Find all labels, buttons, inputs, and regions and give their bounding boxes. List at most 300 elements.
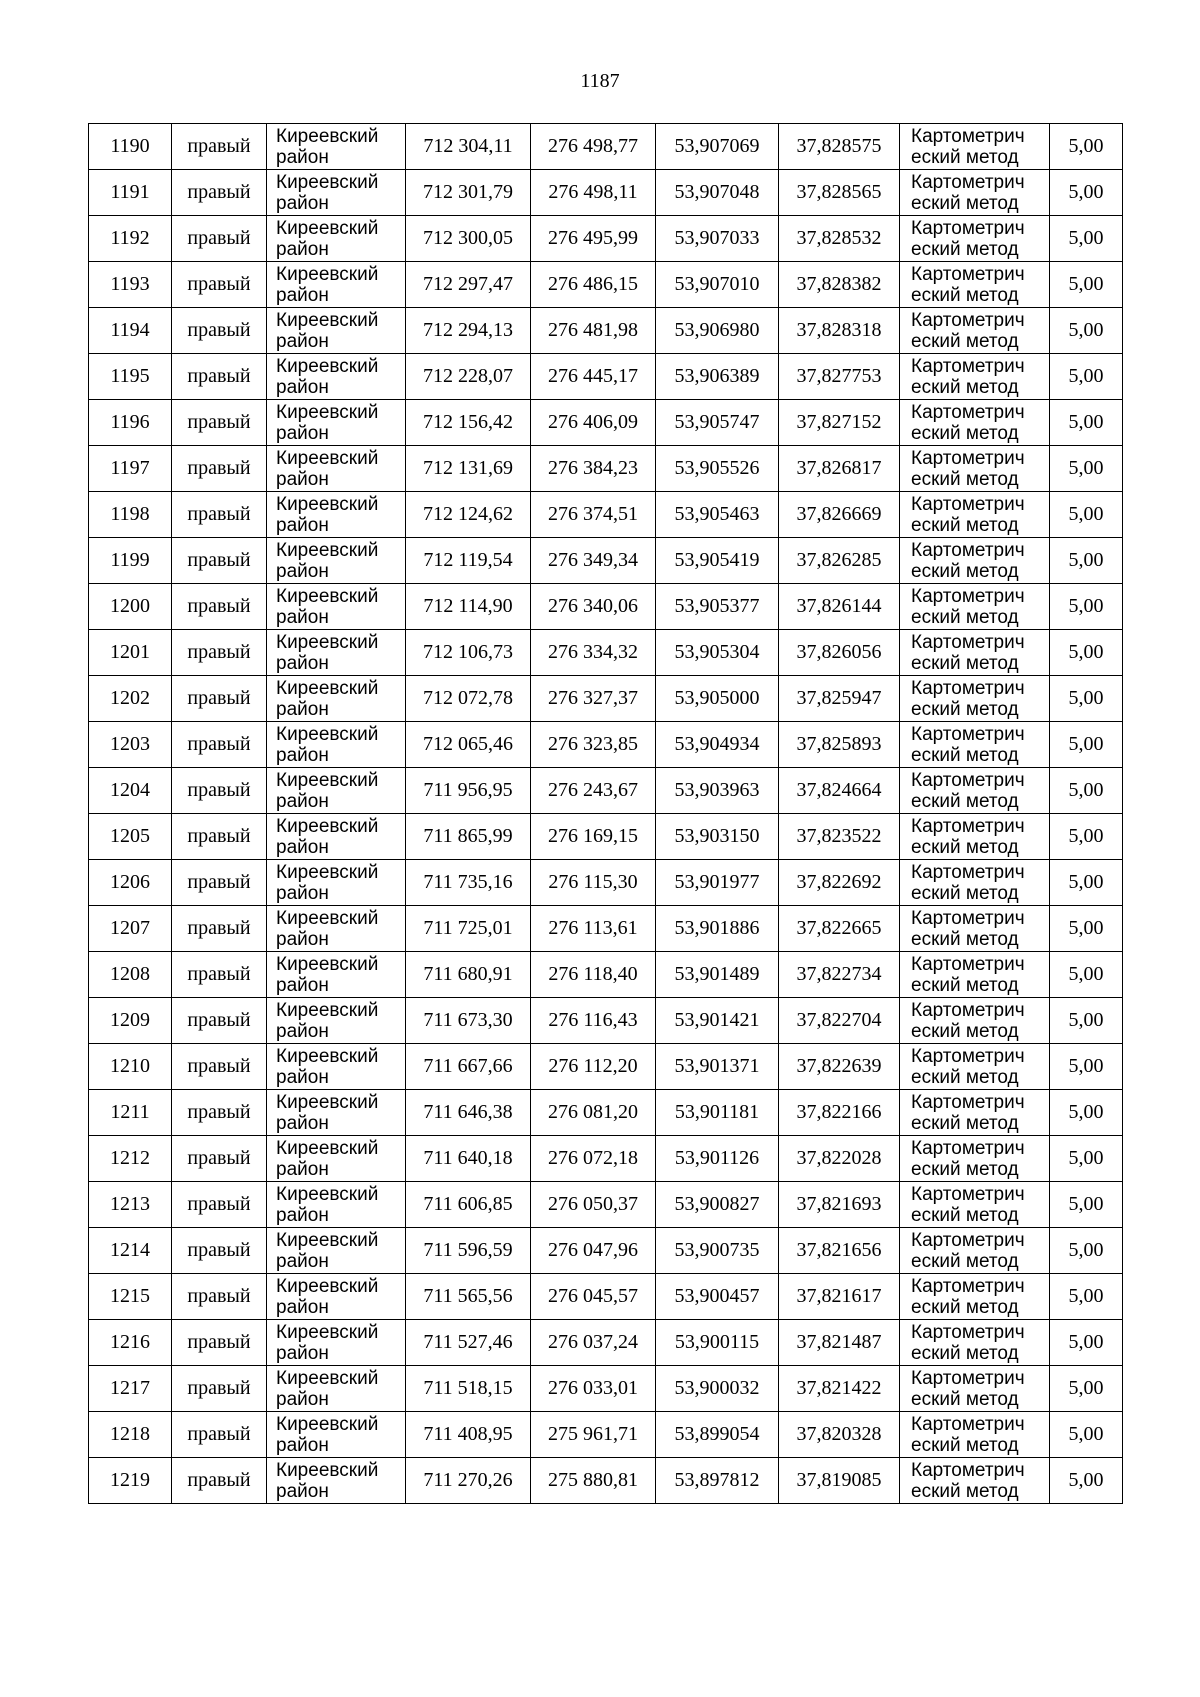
- accuracy-cell: 5,00: [1050, 1366, 1123, 1412]
- latitude-cell: 53,907048: [656, 170, 779, 216]
- method-line: Картометрич: [911, 1091, 1025, 1113]
- longitude-cell: 37,819085: [779, 1458, 900, 1504]
- accuracy-cell: 5,00: [1050, 400, 1123, 446]
- longitude-cell: 37,820328: [779, 1412, 900, 1458]
- district-line: район: [276, 606, 329, 628]
- point-number-cell: 1211: [89, 1090, 172, 1136]
- district-cell: [267, 1044, 406, 1090]
- district-cell: [267, 1366, 406, 1412]
- method-line: еский метод: [911, 1434, 1019, 1456]
- district-line: Киреевский: [276, 539, 379, 561]
- method-line: Картометрич: [911, 355, 1025, 377]
- table-row: [89, 308, 1123, 354]
- method-line: еский метод: [911, 468, 1019, 490]
- y-coordinate-cell: 276 323,85: [531, 722, 656, 768]
- longitude-cell: 37,822665: [779, 906, 900, 952]
- accuracy-cell: 5,00: [1050, 722, 1123, 768]
- y-coordinate-cell: 276 334,32: [531, 630, 656, 676]
- longitude-cell: 37,821693: [779, 1182, 900, 1228]
- bank-side-cell: правый: [172, 998, 267, 1044]
- bank-side-cell: правый: [172, 768, 267, 814]
- district-line: Киреевский: [276, 1321, 379, 1343]
- longitude-cell: 37,821656: [779, 1228, 900, 1274]
- district-line: Киреевский: [276, 1275, 379, 1297]
- latitude-cell: 53,899054: [656, 1412, 779, 1458]
- method-line: еский метод: [911, 928, 1019, 950]
- longitude-cell: 37,827152: [779, 400, 900, 446]
- point-number-cell: 1205: [89, 814, 172, 860]
- latitude-cell: 53,901489: [656, 952, 779, 998]
- y-coordinate-cell: 276 113,61: [531, 906, 656, 952]
- point-number-cell: 1217: [89, 1366, 172, 1412]
- method-line: Картометрич: [911, 493, 1025, 515]
- district-cell: [267, 1320, 406, 1366]
- accuracy-cell: 5,00: [1050, 768, 1123, 814]
- accuracy-cell: 5,00: [1050, 952, 1123, 998]
- district-line: район: [276, 422, 329, 444]
- y-coordinate-cell: 276 384,23: [531, 446, 656, 492]
- point-number-cell: 1210: [89, 1044, 172, 1090]
- x-coordinate-cell: 712 304,11: [406, 124, 531, 170]
- latitude-cell: 53,906389: [656, 354, 779, 400]
- method-cell: [900, 1320, 1050, 1366]
- point-number-cell: 1219: [89, 1458, 172, 1504]
- table-row: [89, 630, 1123, 676]
- latitude-cell: 53,907069: [656, 124, 779, 170]
- point-number-cell: 1201: [89, 630, 172, 676]
- accuracy-cell: 5,00: [1050, 998, 1123, 1044]
- district-line: район: [276, 1204, 329, 1226]
- district-line: район: [276, 560, 329, 582]
- table-row: [89, 446, 1123, 492]
- method-cell: [900, 952, 1050, 998]
- latitude-cell: 53,901126: [656, 1136, 779, 1182]
- longitude-cell: 37,825893: [779, 722, 900, 768]
- y-coordinate-cell: 276 445,17: [531, 354, 656, 400]
- method-line: Картометрич: [911, 447, 1025, 469]
- district-line: район: [276, 974, 329, 996]
- x-coordinate-cell: 712 300,05: [406, 216, 531, 262]
- table-row: [89, 170, 1123, 216]
- district-line: район: [276, 698, 329, 720]
- method-line: Картометрич: [911, 1413, 1025, 1435]
- method-line: Картометрич: [911, 1229, 1025, 1251]
- latitude-cell: 53,901181: [656, 1090, 779, 1136]
- method-line: Картометрич: [911, 263, 1025, 285]
- accuracy-cell: 5,00: [1050, 1044, 1123, 1090]
- district-line: Киреевский: [276, 1459, 379, 1481]
- x-coordinate-cell: 712 131,69: [406, 446, 531, 492]
- point-number-cell: 1192: [89, 216, 172, 262]
- table-row: [89, 1458, 1123, 1504]
- y-coordinate-cell: 276 495,99: [531, 216, 656, 262]
- x-coordinate-cell: 711 646,38: [406, 1090, 531, 1136]
- y-coordinate-cell: 276 349,34: [531, 538, 656, 584]
- point-number-cell: 1206: [89, 860, 172, 906]
- district-line: район: [276, 1388, 329, 1410]
- bank-side-cell: правый: [172, 676, 267, 722]
- district-cell: [267, 860, 406, 906]
- method-line: Картометрич: [911, 1183, 1025, 1205]
- point-number-cell: 1203: [89, 722, 172, 768]
- district-line: Киреевский: [276, 723, 379, 745]
- latitude-cell: 53,897812: [656, 1458, 779, 1504]
- y-coordinate-cell: 276 118,40: [531, 952, 656, 998]
- longitude-cell: 37,822704: [779, 998, 900, 1044]
- latitude-cell: 53,901371: [656, 1044, 779, 1090]
- point-number-cell: 1218: [89, 1412, 172, 1458]
- point-number-cell: 1214: [89, 1228, 172, 1274]
- district-cell: [267, 998, 406, 1044]
- point-number-cell: 1194: [89, 308, 172, 354]
- latitude-cell: 53,905419: [656, 538, 779, 584]
- district-line: район: [276, 284, 329, 306]
- bank-side-cell: правый: [172, 1044, 267, 1090]
- accuracy-cell: 5,00: [1050, 1182, 1123, 1228]
- x-coordinate-cell: 711 270,26: [406, 1458, 531, 1504]
- district-cell: [267, 768, 406, 814]
- method-cell: [900, 1228, 1050, 1274]
- x-coordinate-cell: 711 725,01: [406, 906, 531, 952]
- method-cell: [900, 768, 1050, 814]
- point-number-cell: 1208: [89, 952, 172, 998]
- district-line: Киреевский: [276, 953, 379, 975]
- method-cell: [900, 1412, 1050, 1458]
- district-line: район: [276, 238, 329, 260]
- method-cell: [900, 1044, 1050, 1090]
- table-row: [89, 400, 1123, 446]
- latitude-cell: 53,900735: [656, 1228, 779, 1274]
- accuracy-cell: 5,00: [1050, 262, 1123, 308]
- longitude-cell: 37,824664: [779, 768, 900, 814]
- table-row: [89, 1274, 1123, 1320]
- method-line: Картометрич: [911, 1321, 1025, 1343]
- district-line: Киреевский: [276, 1137, 379, 1159]
- method-cell: [900, 400, 1050, 446]
- table-row: [89, 676, 1123, 722]
- latitude-cell: 53,903150: [656, 814, 779, 860]
- district-cell: [267, 952, 406, 998]
- method-line: Картометрич: [911, 907, 1025, 929]
- bank-side-cell: правый: [172, 1182, 267, 1228]
- method-line: еский метод: [911, 376, 1019, 398]
- district-line: район: [276, 146, 329, 168]
- accuracy-cell: 5,00: [1050, 814, 1123, 860]
- longitude-cell: 37,822734: [779, 952, 900, 998]
- district-cell: [267, 492, 406, 538]
- method-line: еский метод: [911, 744, 1019, 766]
- bank-side-cell: правый: [172, 124, 267, 170]
- district-cell: [267, 354, 406, 400]
- table-row: [89, 814, 1123, 860]
- bank-side-cell: правый: [172, 952, 267, 998]
- district-cell: [267, 170, 406, 216]
- method-line: еский метод: [911, 238, 1019, 260]
- method-line: Картометрич: [911, 125, 1025, 147]
- method-line: еский метод: [911, 146, 1019, 168]
- method-cell: [900, 676, 1050, 722]
- district-cell: [267, 584, 406, 630]
- district-line: Киреевский: [276, 585, 379, 607]
- method-line: Картометрич: [911, 585, 1025, 607]
- latitude-cell: 53,905377: [656, 584, 779, 630]
- y-coordinate-cell: 276 498,11: [531, 170, 656, 216]
- district-line: Киреевский: [276, 907, 379, 929]
- longitude-cell: 37,828318: [779, 308, 900, 354]
- method-cell: [900, 1458, 1050, 1504]
- district-cell: [267, 216, 406, 262]
- accuracy-cell: 5,00: [1050, 1228, 1123, 1274]
- district-line: Киреевский: [276, 1183, 379, 1205]
- district-line: район: [276, 1112, 329, 1134]
- latitude-cell: 53,900115: [656, 1320, 779, 1366]
- table-row: [89, 1044, 1123, 1090]
- x-coordinate-cell: 712 294,13: [406, 308, 531, 354]
- district-cell: [267, 676, 406, 722]
- x-coordinate-cell: 711 956,95: [406, 768, 531, 814]
- table-row: [89, 216, 1123, 262]
- district-line: район: [276, 882, 329, 904]
- district-line: Киреевский: [276, 1045, 379, 1067]
- district-line: район: [276, 1158, 329, 1180]
- point-number-cell: 1195: [89, 354, 172, 400]
- point-number-cell: 1197: [89, 446, 172, 492]
- method-line: еский метод: [911, 1112, 1019, 1134]
- district-cell: [267, 1182, 406, 1228]
- latitude-cell: 53,906980: [656, 308, 779, 354]
- longitude-cell: 37,828565: [779, 170, 900, 216]
- method-line: еский метод: [911, 1066, 1019, 1088]
- method-cell: [900, 1366, 1050, 1412]
- x-coordinate-cell: 711 527,46: [406, 1320, 531, 1366]
- method-cell: [900, 1090, 1050, 1136]
- accuracy-cell: 5,00: [1050, 906, 1123, 952]
- district-line: район: [276, 744, 329, 766]
- table-row: [89, 1228, 1123, 1274]
- method-line: Картометрич: [911, 1275, 1025, 1297]
- district-line: Киреевский: [276, 1229, 379, 1251]
- bank-side-cell: правый: [172, 1136, 267, 1182]
- point-number-cell: 1193: [89, 262, 172, 308]
- district-line: Киреевский: [276, 1091, 379, 1113]
- method-cell: [900, 262, 1050, 308]
- method-cell: [900, 492, 1050, 538]
- method-line: еский метод: [911, 882, 1019, 904]
- method-line: Картометрич: [911, 539, 1025, 561]
- district-line: район: [276, 652, 329, 674]
- district-line: район: [276, 928, 329, 950]
- table-row: [89, 998, 1123, 1044]
- longitude-cell: 37,828382: [779, 262, 900, 308]
- x-coordinate-cell: 711 408,95: [406, 1412, 531, 1458]
- x-coordinate-cell: 712 301,79: [406, 170, 531, 216]
- district-line: Киреевский: [276, 769, 379, 791]
- y-coordinate-cell: 276 112,20: [531, 1044, 656, 1090]
- latitude-cell: 53,907010: [656, 262, 779, 308]
- point-number-cell: 1216: [89, 1320, 172, 1366]
- method-cell: [900, 446, 1050, 492]
- method-line: еский метод: [911, 1296, 1019, 1318]
- method-line: Картометрич: [911, 171, 1025, 193]
- district-line: Киреевский: [276, 355, 379, 377]
- y-coordinate-cell: 276 340,06: [531, 584, 656, 630]
- method-line: еский метод: [911, 330, 1019, 352]
- x-coordinate-cell: 711 518,15: [406, 1366, 531, 1412]
- method-line: Картометрич: [911, 861, 1025, 883]
- method-line: Картометрич: [911, 677, 1025, 699]
- y-coordinate-cell: 276 050,37: [531, 1182, 656, 1228]
- district-line: район: [276, 514, 329, 536]
- bank-side-cell: правый: [172, 860, 267, 906]
- accuracy-cell: 5,00: [1050, 1412, 1123, 1458]
- bank-side-cell: правый: [172, 584, 267, 630]
- method-cell: [900, 124, 1050, 170]
- point-number-cell: 1196: [89, 400, 172, 446]
- bank-side-cell: правый: [172, 1366, 267, 1412]
- x-coordinate-cell: 712 114,90: [406, 584, 531, 630]
- y-coordinate-cell: 276 481,98: [531, 308, 656, 354]
- district-line: район: [276, 1066, 329, 1088]
- longitude-cell: 37,822028: [779, 1136, 900, 1182]
- y-coordinate-cell: 276 047,96: [531, 1228, 656, 1274]
- x-coordinate-cell: 711 667,66: [406, 1044, 531, 1090]
- accuracy-cell: 5,00: [1050, 492, 1123, 538]
- method-cell: [900, 1182, 1050, 1228]
- table-row: [89, 768, 1123, 814]
- accuracy-cell: 5,00: [1050, 860, 1123, 906]
- y-coordinate-cell: 276 406,09: [531, 400, 656, 446]
- district-line: Киреевский: [276, 1413, 379, 1435]
- bank-side-cell: правый: [172, 722, 267, 768]
- longitude-cell: 37,828532: [779, 216, 900, 262]
- y-coordinate-cell: 276 374,51: [531, 492, 656, 538]
- x-coordinate-cell: 711 680,91: [406, 952, 531, 998]
- latitude-cell: 53,901977: [656, 860, 779, 906]
- longitude-cell: 37,822166: [779, 1090, 900, 1136]
- x-coordinate-cell: 711 565,56: [406, 1274, 531, 1320]
- y-coordinate-cell: 276 081,20: [531, 1090, 656, 1136]
- y-coordinate-cell: 276 033,01: [531, 1366, 656, 1412]
- district-line: Киреевский: [276, 125, 379, 147]
- method-line: еский метод: [911, 836, 1019, 858]
- method-line: Картометрич: [911, 1045, 1025, 1067]
- method-line: еский метод: [911, 606, 1019, 628]
- accuracy-cell: 5,00: [1050, 170, 1123, 216]
- method-cell: [900, 308, 1050, 354]
- accuracy-cell: 5,00: [1050, 584, 1123, 630]
- method-line: еский метод: [911, 790, 1019, 812]
- district-cell: [267, 1458, 406, 1504]
- accuracy-cell: 5,00: [1050, 308, 1123, 354]
- longitude-cell: 37,826285: [779, 538, 900, 584]
- accuracy-cell: 5,00: [1050, 538, 1123, 584]
- accuracy-cell: 5,00: [1050, 1320, 1123, 1366]
- y-coordinate-cell: 276 498,77: [531, 124, 656, 170]
- method-line: Картометрич: [911, 723, 1025, 745]
- latitude-cell: 53,901421: [656, 998, 779, 1044]
- longitude-cell: 37,821617: [779, 1274, 900, 1320]
- accuracy-cell: 5,00: [1050, 216, 1123, 262]
- bank-side-cell: правый: [172, 1228, 267, 1274]
- latitude-cell: 53,905000: [656, 676, 779, 722]
- longitude-cell: 37,826144: [779, 584, 900, 630]
- accuracy-cell: 5,00: [1050, 1458, 1123, 1504]
- y-coordinate-cell: 276 045,57: [531, 1274, 656, 1320]
- method-line: еский метод: [911, 1158, 1019, 1180]
- table-row: [89, 262, 1123, 308]
- district-line: Киреевский: [276, 309, 379, 331]
- bank-side-cell: правый: [172, 446, 267, 492]
- longitude-cell: 37,826669: [779, 492, 900, 538]
- latitude-cell: 53,905463: [656, 492, 779, 538]
- district-line: район: [276, 1296, 329, 1318]
- method-line: еский метод: [911, 1342, 1019, 1364]
- method-line: Картометрич: [911, 309, 1025, 331]
- accuracy-cell: 5,00: [1050, 1274, 1123, 1320]
- district-cell: [267, 124, 406, 170]
- method-line: Картометрич: [911, 1137, 1025, 1159]
- method-line: еский метод: [911, 514, 1019, 536]
- accuracy-cell: 5,00: [1050, 124, 1123, 170]
- method-cell: [900, 538, 1050, 584]
- accuracy-cell: 5,00: [1050, 354, 1123, 400]
- x-coordinate-cell: 711 606,85: [406, 1182, 531, 1228]
- table-row: [89, 584, 1123, 630]
- district-cell: [267, 1228, 406, 1274]
- method-line: Картометрич: [911, 631, 1025, 653]
- x-coordinate-cell: 712 119,54: [406, 538, 531, 584]
- table-row: [89, 722, 1123, 768]
- bank-side-cell: правый: [172, 1274, 267, 1320]
- table-row: [89, 1090, 1123, 1136]
- x-coordinate-cell: 712 228,07: [406, 354, 531, 400]
- district-line: район: [276, 468, 329, 490]
- y-coordinate-cell: 276 169,15: [531, 814, 656, 860]
- district-line: Киреевский: [276, 493, 379, 515]
- latitude-cell: 53,905747: [656, 400, 779, 446]
- y-coordinate-cell: 276 072,18: [531, 1136, 656, 1182]
- district-line: район: [276, 1342, 329, 1364]
- method-cell: [900, 722, 1050, 768]
- bank-side-cell: правый: [172, 814, 267, 860]
- latitude-cell: 53,900827: [656, 1182, 779, 1228]
- y-coordinate-cell: 276 486,15: [531, 262, 656, 308]
- table-row: [89, 952, 1123, 998]
- point-number-cell: 1202: [89, 676, 172, 722]
- bank-side-cell: правый: [172, 538, 267, 584]
- bank-side-cell: правый: [172, 1458, 267, 1504]
- x-coordinate-cell: 712 072,78: [406, 676, 531, 722]
- method-cell: [900, 216, 1050, 262]
- district-line: Киреевский: [276, 677, 379, 699]
- method-line: еский метод: [911, 1020, 1019, 1042]
- table-row: [89, 1182, 1123, 1228]
- table-row: [89, 906, 1123, 952]
- district-cell: [267, 1412, 406, 1458]
- accuracy-cell: 5,00: [1050, 630, 1123, 676]
- district-cell: [267, 1136, 406, 1182]
- method-line: еский метод: [911, 422, 1019, 444]
- point-number-cell: 1209: [89, 998, 172, 1044]
- method-line: Картометрич: [911, 1459, 1025, 1481]
- longitude-cell: 37,822639: [779, 1044, 900, 1090]
- method-line: еский метод: [911, 1388, 1019, 1410]
- table-row: [89, 538, 1123, 584]
- district-line: район: [276, 192, 329, 214]
- table-row: [89, 124, 1123, 170]
- district-cell: [267, 814, 406, 860]
- method-line: еский метод: [911, 1204, 1019, 1226]
